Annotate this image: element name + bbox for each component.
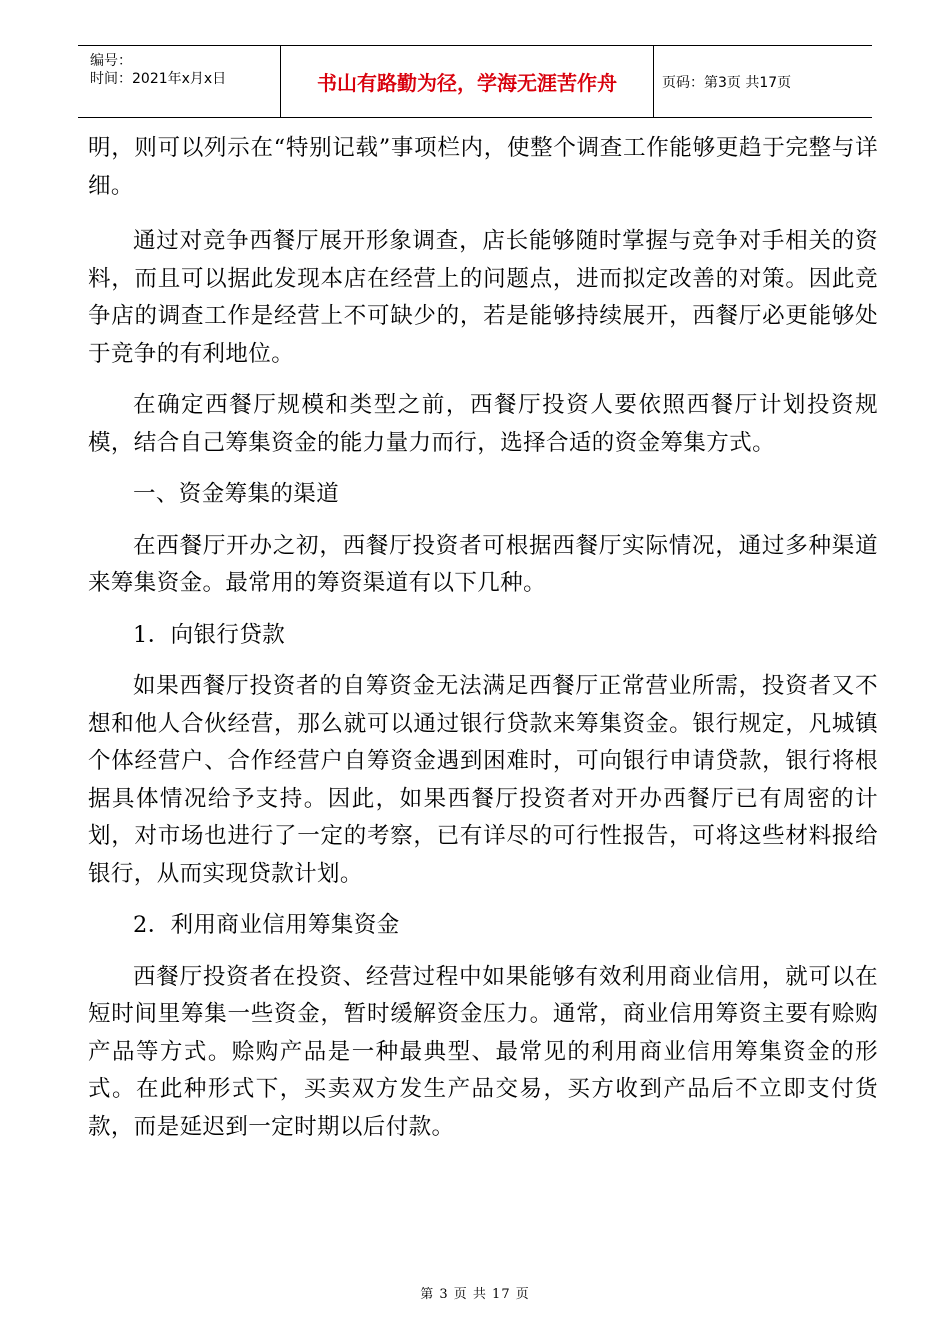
document-body [88,130,878,1160]
header-page-info: 页码：第3页 共17页 [662,74,792,91]
header-meta-cell [78,46,281,117]
paragraph: 在西餐厅开办之初，西餐厅投资者可根据西餐厅实际情况，通过多种渠道来筹集资金。最常用的筹资渠道有以下几种。 [88,532,878,596]
section-heading: 一、资金筹集的渠道 [133,481,340,507]
document-time-label: 时间：2021年x月x日 [90,71,227,87]
header-motto: 书山有路勤为径，学海无涯苦作舟 [317,71,617,95]
paragraph: 西餐厅投资者在投资、经营过程中如果能够有效利用商业信用，就可以在短时间里筹集一些资金，暂时缓解资金压力。通常，商业信用筹资主要有赊购产品等方式。赊购产品是一种最典型、最常见的利用商业信用筹集资金的形式。在此种形式下，买卖双方发生产品交易，买方收到产品后不立即支付货款，而是延迟到一定时期以后付款。 [88,963,878,1140]
subsection-heading: 2．利用商业信用筹集资金 [133,912,400,938]
document-number-label: 编号： [90,53,132,69]
paragraph-continued: 明，则可以列示在“特别记载”事项栏内，使整个调查工作能够更趋于完整与详细。 [88,135,878,199]
paragraph: 通过对竞争西餐厅展开形象调查，店长能够随时掌握与竞争对手相关的资料，而且可以据此发现本店在经营上的问题点，进而拟定改善的对策。因此竞争店的调查工作是经营上不可缺少的，若是能够持续展开，西餐厅必更能够处于竞争的有利地位。 [88,228,878,367]
header-motto-cell [281,46,654,117]
subsection-heading: 1．向银行贷款 [133,621,286,648]
page-header [78,45,872,118]
paragraph: 如果西餐厅投资者的自筹资金无法满足西餐厅正常营业所需，投资者又不想和他人合伙经营，那么就可以通过银行贷款来筹集资金。银行规定，凡城镇个体经营户、合作经营户自筹资金遇到困难时，可向银行申请贷款，银行将根据具体情况给予支持。因此，如果西餐厅投资者对开办西餐厅已有周密的计划，对市场也进行了一定的考察，已有详尽的可行性报告，可将这些材料报给银行，从而实现贷款计划。 [88,673,878,887]
paragraph: 在确定西餐厅规模和类型之前，西餐厅投资人要依照西餐厅计划投资规模，结合自己筹集资金的能力量力而行，选择合适的资金筹集方式。 [88,392,878,456]
page-footer: 第 3 页 共 17 页 [420,1287,530,1302]
